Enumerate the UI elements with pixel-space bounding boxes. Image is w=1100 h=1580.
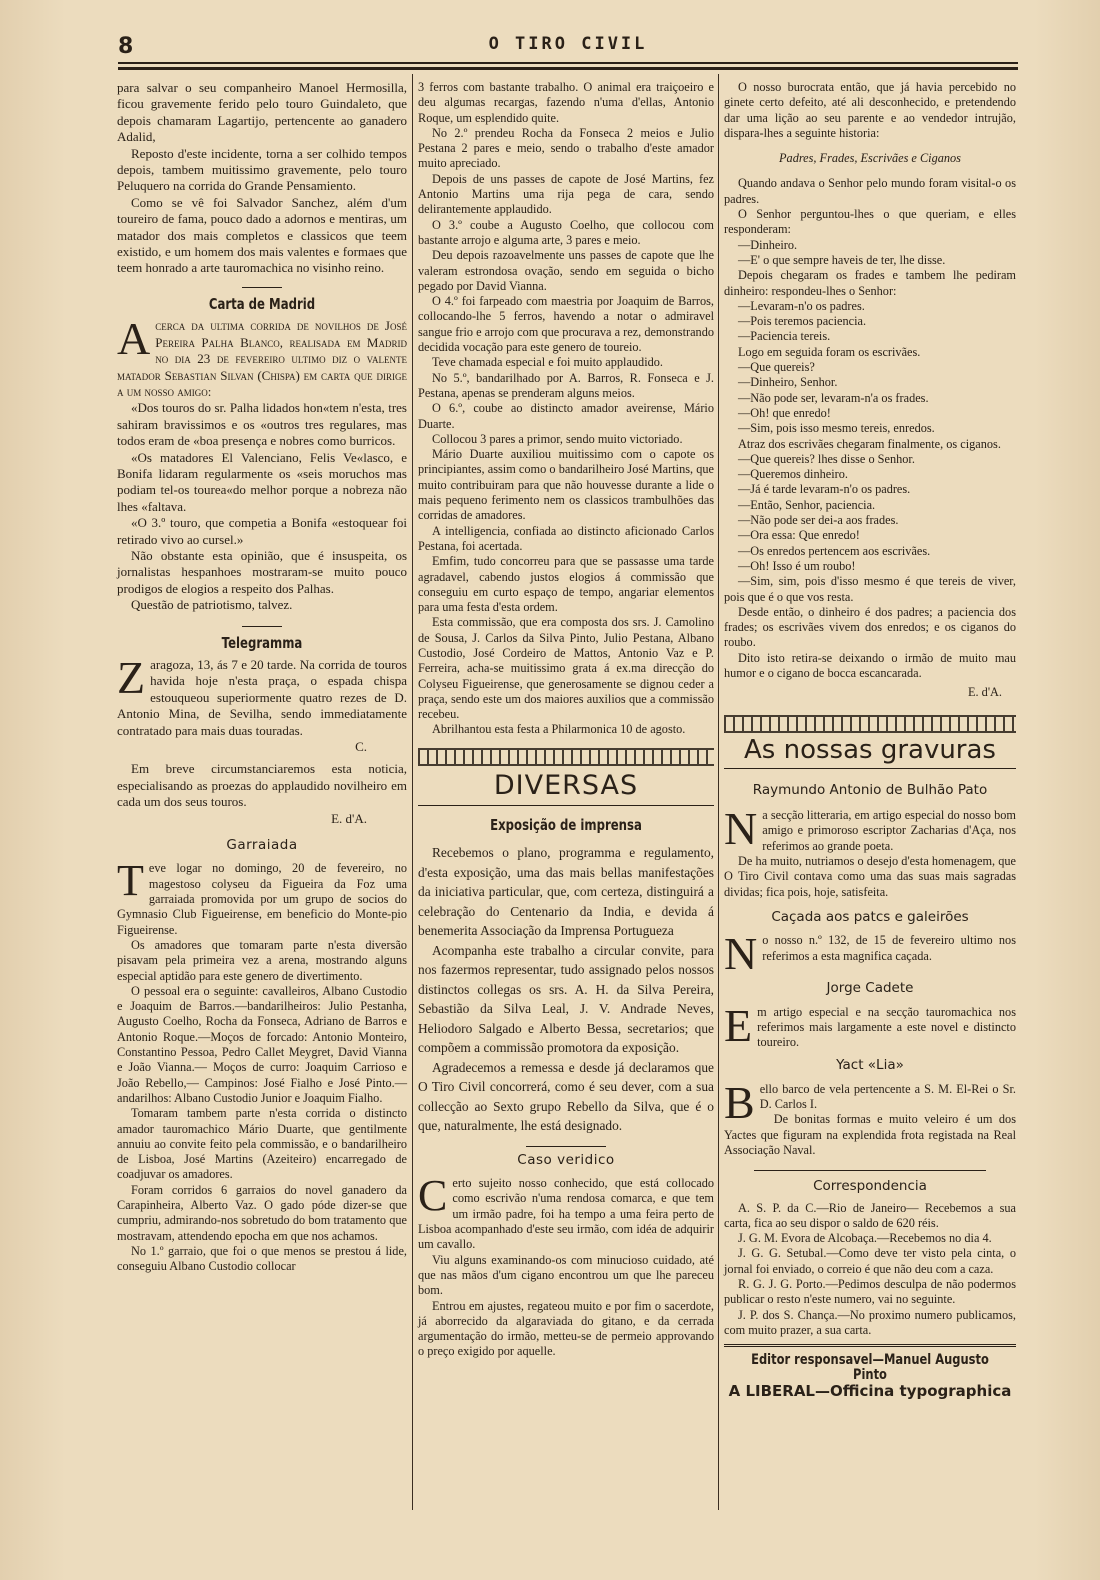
ornament-rule [724, 715, 1016, 733]
heading-bulhao-pato: Raymundo Antonio de Bulhão Pato [752, 781, 988, 798]
column-divider-2 [718, 74, 719, 1510]
article-paragraph: Esta commissão, que era composta dos srs. J. Camolino de Sousa, J. Carlos da Silva Pinto, Julio Pestana, Albano Custodio, José Cordeiro de Mattos, Antonio Vaz e P. Ferreira, acha-se muitissimo grata á ex.ma direcção do Colyseu Figueirense, que generosamente se dignou ceder a praça, sendo este um dos maiores auxilios que a commissão recebeu. [418, 615, 714, 722]
drop-cap: A [117, 313, 151, 365]
article-paragraph: Reposto d'este incidente, torna a ser colhido tempos depois, tambem muitissimo gravemente, pelo touro Peluquero na corrida do Grande Pensamiento. [117, 145, 407, 194]
quote-paragraph: «Dos touros do sr. Palha lidados hon«tem n'esta, tres sahiram bravissimos e os «outros tres regulares, mas todos eram de «boa presença e nobres como burricos. [117, 400, 407, 449]
heading-caso-veridico: Caso veridico [517, 1151, 615, 1168]
article-paragraph: O nosso burocrata então, que já havia percebido no ginete certo defeito, até ali desconhecido, e pretendendo dar uma lição ao seu parente e ao vendedor intrujão, dispara-lhes a seguinte historia: [724, 80, 1016, 140]
drop-cap: C [418, 1171, 448, 1221]
heading-diversas: DIVERSAS [493, 769, 639, 801]
article-paragraph: aragoza, 13, ás 7 e 20 tarde. Na corrida de touros havida hoje n'esta praça, o espada chispa estouqueou superiormente quatro rezes de D. Antonio Mina, de Sevilha, sendo immediatamente contratado para mais duas touradas. [117, 657, 407, 738]
story-line: Desde então, o dinheiro é dos padres; a paciencia dos frades; os escrivães vivem dos enredos; e os ciganos do roubo. [724, 604, 1016, 650]
story-line: —Oh! que enredo! [738, 405, 831, 420]
page-header [118, 30, 1018, 66]
article-paragraph: Tomaram tambem parte n'esta corrida o distincto amador tauromachico Mário Duarte, que gentilmente annuiu ao convite feito pela commissão, e o bandarilheiro de Lisboa, José Martins (Azeiteiro) encarregado de coadjuvar os amadores. [117, 1106, 407, 1182]
article-paragraph: De bonitas formas e muito veleiro é um dos Yactes que figuram na explendida frota registada na Real Associação Naval. [724, 1112, 1016, 1157]
heading-yact-lia: Yact «Lia» [836, 1057, 904, 1074]
article-paragraph: Mário Duarte auxiliou muitissimo com o capote os principiantes, assim como o bandarilheiro José Martins, que muito contribuiram para que não houvesse durante a lide o mais pequeno ferimento nem os classicos trambulhões das corridas de amadores. [418, 447, 714, 523]
article-paragraph: Depois de uns passes de capote de José Martins, fez Antonio Martins uma rija pega de cara, sendo delirantemente applaudido. [418, 171, 714, 217]
story-line: O Senhor perguntou-lhes o que queriam, e elles responderam: [724, 207, 1016, 237]
story-line: —Os enredos pertencem aos escrivães. [738, 543, 931, 558]
heading-exposicao-de-imprensa: Exposição de imprensa [490, 816, 642, 835]
article-paragraph: o nosso n.º 132, de 15 de fevereiro ultimo nos referimos a esta magnifica caçada. [762, 933, 1016, 963]
story-line: —Queremos dinheiro. [738, 467, 848, 482]
story-line: —Não pode ser, levaram-n'a os frades. [738, 390, 929, 405]
heading-carta-de-madrid: Carta de Madrid [208, 294, 316, 313]
drop-cap: T [117, 856, 144, 906]
ornament-rule [418, 748, 714, 766]
signature: C. [355, 739, 367, 755]
heading-garraiada: Garraiada [226, 837, 298, 854]
signature: E. d'A. [331, 810, 367, 826]
article-paragraph: Abrilhantou esta festa a Philarmonica 10 de agosto. [432, 722, 686, 737]
article-paragraph: a secção litteraria, em artigo especial do nosso bom amigo e primoroso escriptor Zacharias d'Aça, nos referimos ao grande poeta. [762, 808, 1016, 853]
article-paragraph: Deu depois razoavelmente uns passes de capote que lhe valeram estrondosa ovação, sendo em seguida o bicho pegado por David Vianna. [418, 248, 714, 293]
story-line: —Pois teremos paciencia. [738, 314, 867, 329]
footer-editor: Editor responsavel—Manuel Augusto Pinto [751, 1352, 989, 1384]
article-paragraph: Viu alguns examinando-os com minucioso cuidado, até que nas mãos d'um cigano encontrou um que lhe pareceu bom. [418, 1252, 714, 1298]
story-line: Dito isto retira-se deixando o irmão de muito mau humor e o cigano de bocca escancarada. [724, 650, 1016, 680]
drop-cap: E [724, 999, 753, 1051]
story-line: —Sim, pois isso mesmo tereis, enredos. [738, 421, 935, 436]
correspondence-item: J. G. M. Evora de Alcobaça.—Recebemos no dia 4. [738, 1231, 992, 1246]
story-line: —Sim, sim, pois d'isso mesmo é que tereis de viver, pois que é o que vos resta. [724, 574, 1016, 604]
article-paragraph: O 4.º foi farpeado com maestria por Joaquim de Barros, collocando-lhe 5 ferros, havendo a notar o admiravel sangue frio e arrojo com que procurava a rez, demonstrando decidida vocação para este genero de toureio. [418, 294, 714, 355]
heading-telegramma: Telegramma [221, 633, 303, 652]
article-paragraph: cerca da ultima corrida de novilhos de José Pereira Palha Blanco, realisada em Madrid no dia 23 de fevereiro ultimo diz o valente matador Sebastian Silvan (Chispa) em carta que dirige a um nosso amigo: [117, 318, 407, 399]
header-rule-top [118, 62, 1018, 64]
article-paragraph: No 2.º prendeu Rocha da Fonseca 2 meios e Julio Pestana 2 pares e meio, sendo o trabalho d'este amador muito apreciado. [418, 125, 714, 171]
article-paragraph: O 3.º coube a Augusto Coelho, que collocou com bastante arrojo e alguma arte, 3 pares e meio. [418, 217, 714, 247]
article-paragraph: No 1.º garraio, que foi o que menos se prestou á lide, conseguiu Albano Custodio collocar [117, 1243, 407, 1274]
heading-cacada: Caçada aos patcs e galeirões [771, 908, 969, 925]
article-paragraph: ello barco de vela pertencente a S. M. El-Rei o Sr. D. Carlos I. [759, 1081, 1016, 1112]
heading-jorge-cadete: Jorge Cadete [826, 980, 914, 997]
column-3 [724, 80, 1016, 1399]
article-paragraph: No 5.º, bandarilhado por A. Barros, R. Fonseca e J. Pestana, apenas se prenderam alguns meios. [418, 370, 714, 400]
article-paragraph: erto sujeito nosso conhecido, que está collocado como escrivão n'uma rendosa comarca, e que tem um irmão padre, foi ha tempo a uma feira perto de Lisboa acompanhado d'este seu irmão, com idéa de adquirir um cavallo. [418, 1176, 714, 1252]
story-line: —Paciencia tereis. [738, 329, 831, 344]
heading-as-nossas-gravuras: As nossas gravuras [744, 734, 996, 765]
article-paragraph: Collocou 3 pares a primor, sendo muito victoriado. [432, 431, 683, 446]
article-paragraph: O pessoal era o seguinte: cavalleiros, Albano Custodio e Joaquim de Barros.—bandarilheiros: Julio Pestanha, Augusto Coelho, Rocha da Fonseca, Adriano de Barros e Antonio Roque.—Moços de forcado: Antonio Monteiro, Constantino Pessoa, Pedro Callet Meygret, David Vianna e João Vianna.— Moços de curro: Joaquim Carrioso e João Rebello,— Campinos: José Fialho e José Pinto.— andarilhos: Albano Custodio Junior e Joaquim Fialho. [117, 983, 407, 1105]
drop-cap: B [724, 1076, 755, 1128]
story-line: —E' o que sempre haveis de ter, lhe disse. [738, 252, 946, 267]
article-paragraph: Agradecemos a remessa e desde já declaramos que O Tiro Civil concorrerá, como é seu dever, com a sua collecção ao Sexto grupo Rebello da Silva, que é o que, naturalmente, lhe está designado. [418, 1059, 714, 1134]
story-line: —Dinheiro. [738, 237, 798, 252]
correspondence-item: R. G. J. G. Porto.—Pedimos desculpa de não podermos publicar o resto n'este numero, vai no seguinte. [724, 1277, 1016, 1307]
article-paragraph: A intelligencia, confiada ao distincto aficionado Carlos Pestana, foi acertada. [418, 523, 714, 553]
article-paragraph: Entrou em ajustes, regateou muito e por fim o sacerdote, já aborrecido da algaraviada do gitano, e da cerrada argumentação do irmão, metteu-se de permeio approvando o preço exigido por aquelle. [418, 1298, 714, 1359]
column-2 [418, 80, 714, 1360]
article-paragraph: para salvar o seu companheiro Manoel Hermosilla, ficou gravemente ferido pelo touro Guindaleto, que depois chamaram Lagartijo, pertencente ao ganadero Adalid, [117, 80, 407, 145]
story-line: —Dinheiro, Senhor. [738, 375, 838, 390]
story-line: —Que quereis? [738, 360, 815, 375]
story-line: Quando andava o Senhor pelo mundo foram visital-o os padres. [724, 176, 1016, 206]
article-paragraph: Teve chamada especial e foi muito applaudido. [432, 355, 663, 370]
article-paragraph: Não obstante esta opinião, que é insuspeita, os jornalistas hespanhoes mostraram-se muito pouco prodigos de elogios a respeito dos Palhas. [117, 547, 407, 596]
quote-paragraph: «Os matadores El Valenciano, Felis Ve«lasco, e Bonifa lidaram regularmente os «seis moruchos mas podiam tel-os tourea«do melhor porque a nobreza não lhes «faltava. [117, 449, 407, 514]
article-paragraph: m artigo especial e na secção tauromachica nos referimos mais largamente a este novel e distincto toureiro. [757, 1004, 1016, 1050]
column-divider-1 [412, 74, 413, 1510]
footer-printer: A LIBERAL—Officina typographica [728, 1381, 1012, 1400]
correspondence-item: J. G. G. Setubal.—Como deve ter visto pela cinta, o jornal foi enviado, o correio é que não deu com a caza. [724, 1246, 1016, 1276]
article-paragraph: eve logar no domingo, 20 de fevereiro, no magestoso colyseu da Figueira da Foz uma garraiada promovida por um grupo de socios do Gymnasio Club Figueirense, em beneficio do Monte-pio Figueirense. [117, 861, 407, 937]
column-1 [117, 80, 407, 1274]
page-number: 8 [118, 34, 134, 59]
story-line: —Levaram-n'o os padres. [738, 298, 865, 313]
article-paragraph: Questão de patriotismo, talvez. [131, 597, 293, 613]
article-paragraph: Em breve circumstanciaremos esta noticia, especialisando as proezas do applaudido novilheiro em cada um dos seus touros. [117, 761, 407, 810]
story-line: Logo em seguida foram os escrivães. [738, 344, 921, 359]
article-paragraph: De ha muito, nutriamos o desejo d'esta homenagem, que O Tiro Civil contava como uma das suas mais sagradas dividas; fica pois, hoje, satisfeita. [724, 854, 1016, 899]
article-paragraph: Foram corridos 6 garraios do novel ganadero da Carapinheira, Alberto Vaz. O gado póde dizer-se que cumpriu, admirando-nos sobretudo do bom tratamento que mostravam, attendendo epocha em que nos achamos. [117, 1182, 407, 1243]
story-line: —Então, Senhor, paciencia. [738, 497, 876, 512]
correspondence-item: J. P. dos S. Chança.—No proximo numero publicamos, com muito prazer, a sua carta. [724, 1307, 1016, 1337]
story-line: Depois chegaram os frades e tambem lhe pediram dinheiro: respondeu-lhes o Senhor: [724, 268, 1016, 298]
story-line: —Que quereis? lhes disse o Senhor. [738, 451, 915, 466]
quote-paragraph: «O 3.º touro, que competia a Bonifa «estoquear foi retirado vivo ao cursel.» [117, 515, 407, 547]
signature: E. d'A. [968, 685, 1002, 700]
drop-cap: N [724, 928, 758, 980]
article-paragraph: Acompanha este trabalho a circular convite, para nos fazermos representar, tudo assignado pelos nossos distinctos collegas os srs. A. H. da Silva Pereira, Sebastião da Silva Leal, J. V. Andrade Neves, Heliodoro Salgado e Alberto Bessa, secretarios; que compõem a commissão promotora da exposição. [418, 942, 714, 1056]
correspondence-item: A. S. P. da C.—Rio de Janeiro— Recebemos a sua carta, fica ao seu dispor o saldo de 620 réis. [724, 1200, 1016, 1230]
drop-cap: Z [117, 652, 146, 703]
header-rule-bottom [118, 67, 1018, 70]
article-paragraph: O 6.º, coube ao distincto amador aveirense, Mário Duarte. [418, 401, 714, 431]
article-paragraph: Os amadores que tomaram parte n'esta diversão pisavam pela primeira vez a arena, mostrando alguns especial aptidão para este genero de divertimento. [117, 937, 407, 983]
story-line: —Oh! Isso é um roubo! [738, 558, 856, 573]
drop-cap: N [724, 803, 758, 855]
story-line: —Já é tarde levaram-n'o os padres. [738, 482, 911, 497]
article-paragraph: Como se vê foi Salvador Sanchez, além d'um toureiro de fama, pouco dado a adornos e mentiras, um matador dos mais completos e classicos que teem existido, e um homem dos mais valentes e formaes que teem honrado a arte tauromachica no visinho reino. [117, 194, 407, 276]
story-line: Atraz dos escrivães chegaram finalmente, os ciganos. [738, 436, 1001, 451]
article-paragraph: Recebemos o plano, programma e regulamento, d'esta exposição, uma das mais bellas manifestações da iniciativa particular, que, com certeza, distinguirá a celebração do Centenario da India, e devida á benemerita Associação da Imprensa Portugueza [418, 845, 714, 939]
heading-correspondencia: Correspondencia [813, 1178, 927, 1195]
story-title: Padres, Frades, Escrivães e Ciganos [779, 151, 961, 166]
newspaper-title: O TIRO CIVIL [488, 34, 648, 54]
article-paragraph: 3 ferros com bastante trabalho. O animal era traiçoeiro e deu algumas recargas, fazendo n'uma d'ellas, Antonio Roque, um esplendido quite. [418, 80, 714, 125]
story-line: —Não pode ser dei-a aos frades. [738, 513, 899, 528]
article-paragraph: Emfim, tudo concorreu para que se passasse uma tarde agradavel, cabendo justos elogios á commissão que conseguiu em curto espaço de tempo, angariar elementos para uma festa d'esta ordem. [418, 554, 714, 615]
story-line: —Ora essa: Que enredo! [738, 528, 860, 543]
